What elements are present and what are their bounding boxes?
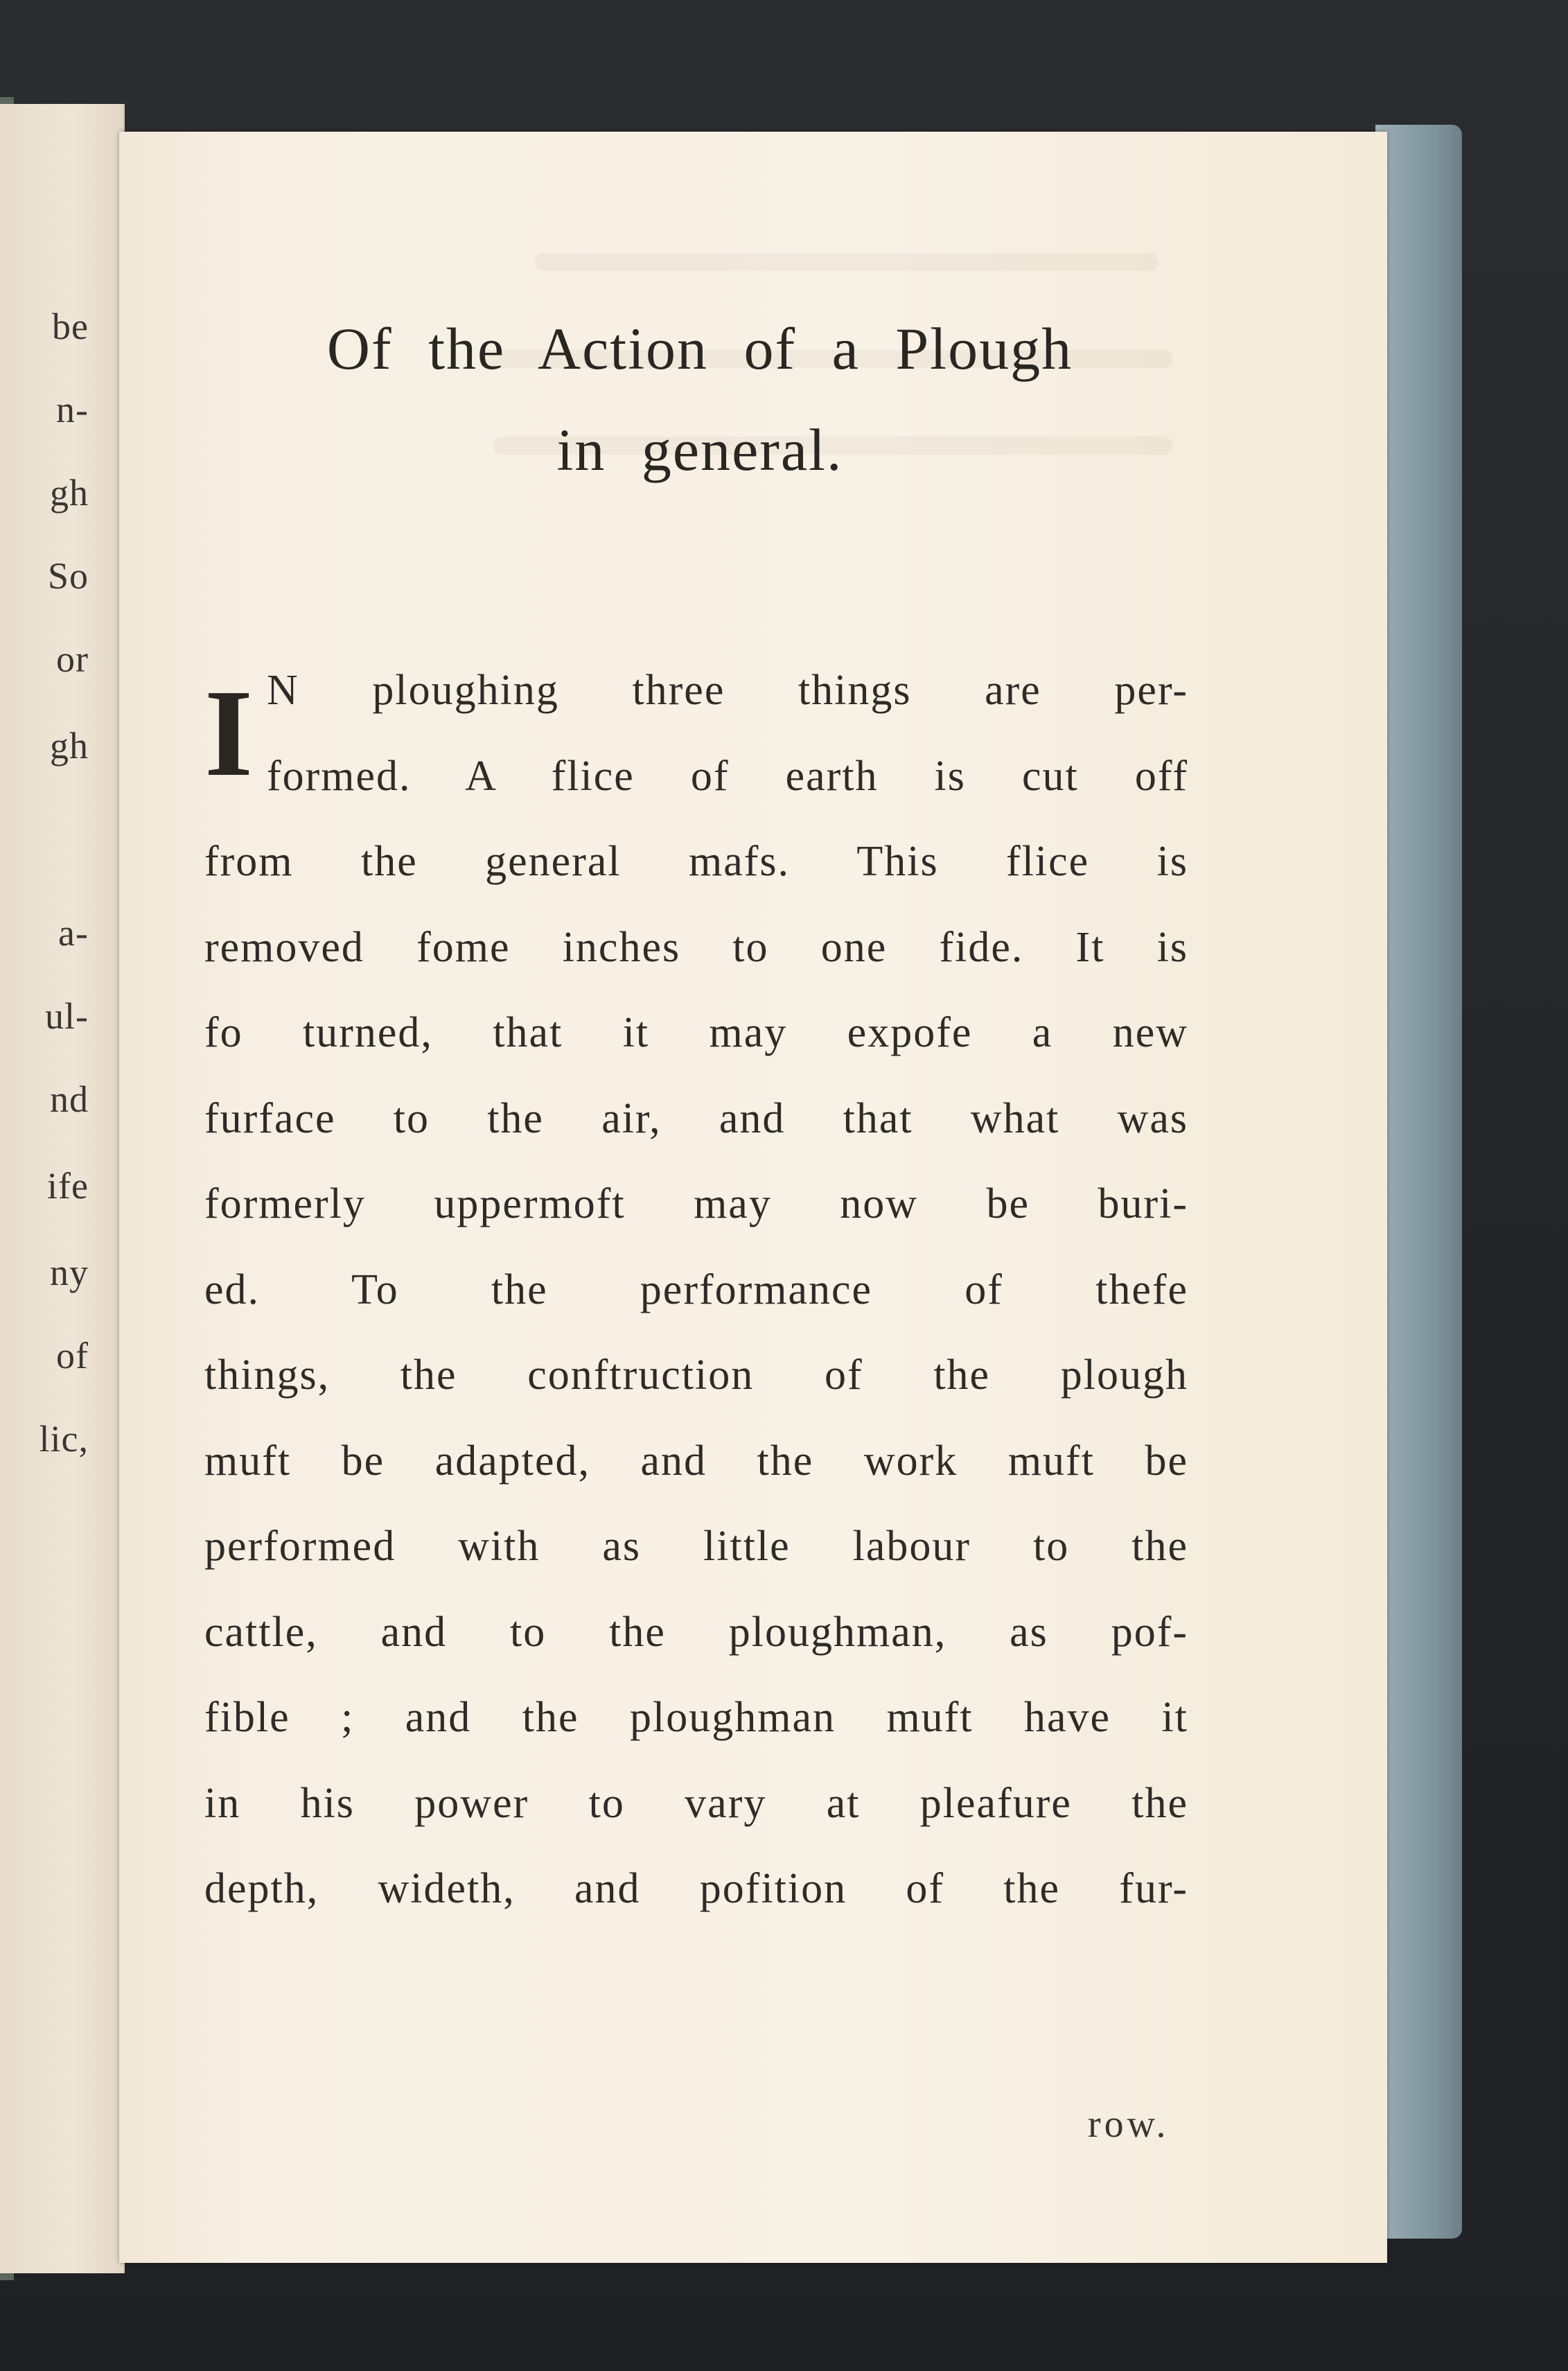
left-fragment: or — [56, 638, 89, 680]
catchword: row. — [1088, 2103, 1170, 2146]
text-line: furface to the air, and that what was — [204, 1094, 1188, 1142]
text-line: N ploughing three things are per- — [267, 667, 1188, 714]
show-through-mark — [535, 253, 1159, 271]
left-fragment: n- — [56, 389, 89, 430]
text-line: from the general mafs. This flice is — [204, 838, 1188, 885]
left-fragment: ny — [50, 1252, 89, 1293]
heading-line-2: in general. — [556, 417, 843, 483]
text-line: fible ; and the ploughman muft have it — [204, 1694, 1188, 1741]
left-fragment: nd — [50, 1078, 89, 1120]
text-line: performed with as little labour to the — [204, 1523, 1188, 1570]
left-fragment: ife — [47, 1165, 89, 1207]
text-line: depth, wideth, and pofition of the fur- — [204, 1865, 1188, 1912]
left-fragment: lic, — [39, 1418, 89, 1460]
left-fragment: be — [52, 306, 89, 347]
text-line: formed. A flice of earth is cut off — [267, 752, 1188, 800]
drop-cap: I — [204, 664, 254, 802]
left-fragment: gh — [50, 472, 89, 514]
left-fragment: So — [47, 555, 89, 597]
previous-page-sliver — [0, 104, 125, 2273]
body-paragraph — [204, 648, 1188, 1932]
left-fragment: gh — [50, 725, 89, 767]
heading-line-1: Of the Action of a Plough — [326, 315, 1073, 382]
text-line: fo turned, that it may expofe a new — [204, 1009, 1188, 1056]
text-line: in his power to vary at pleafure the — [204, 1779, 1188, 1827]
text-line: formerly uppermoft may now be buri- — [204, 1180, 1188, 1227]
text-line: things, the conftruction of the plough — [204, 1351, 1188, 1399]
text-line: ed. To the performance of thefe — [204, 1266, 1188, 1313]
left-fragment: a- — [58, 912, 89, 954]
left-fragment: of — [56, 1335, 89, 1376]
text-line: cattle, and to the ploughman, as pof- — [204, 1608, 1188, 1656]
book-cover-edge — [1375, 125, 1462, 2239]
text-line: removed fome inches to one fide. It is — [204, 923, 1188, 971]
left-fragment: ul- — [45, 995, 89, 1037]
text-line: muft be adapted, and the work muft be — [204, 1437, 1188, 1485]
chapter-heading — [208, 298, 1192, 500]
